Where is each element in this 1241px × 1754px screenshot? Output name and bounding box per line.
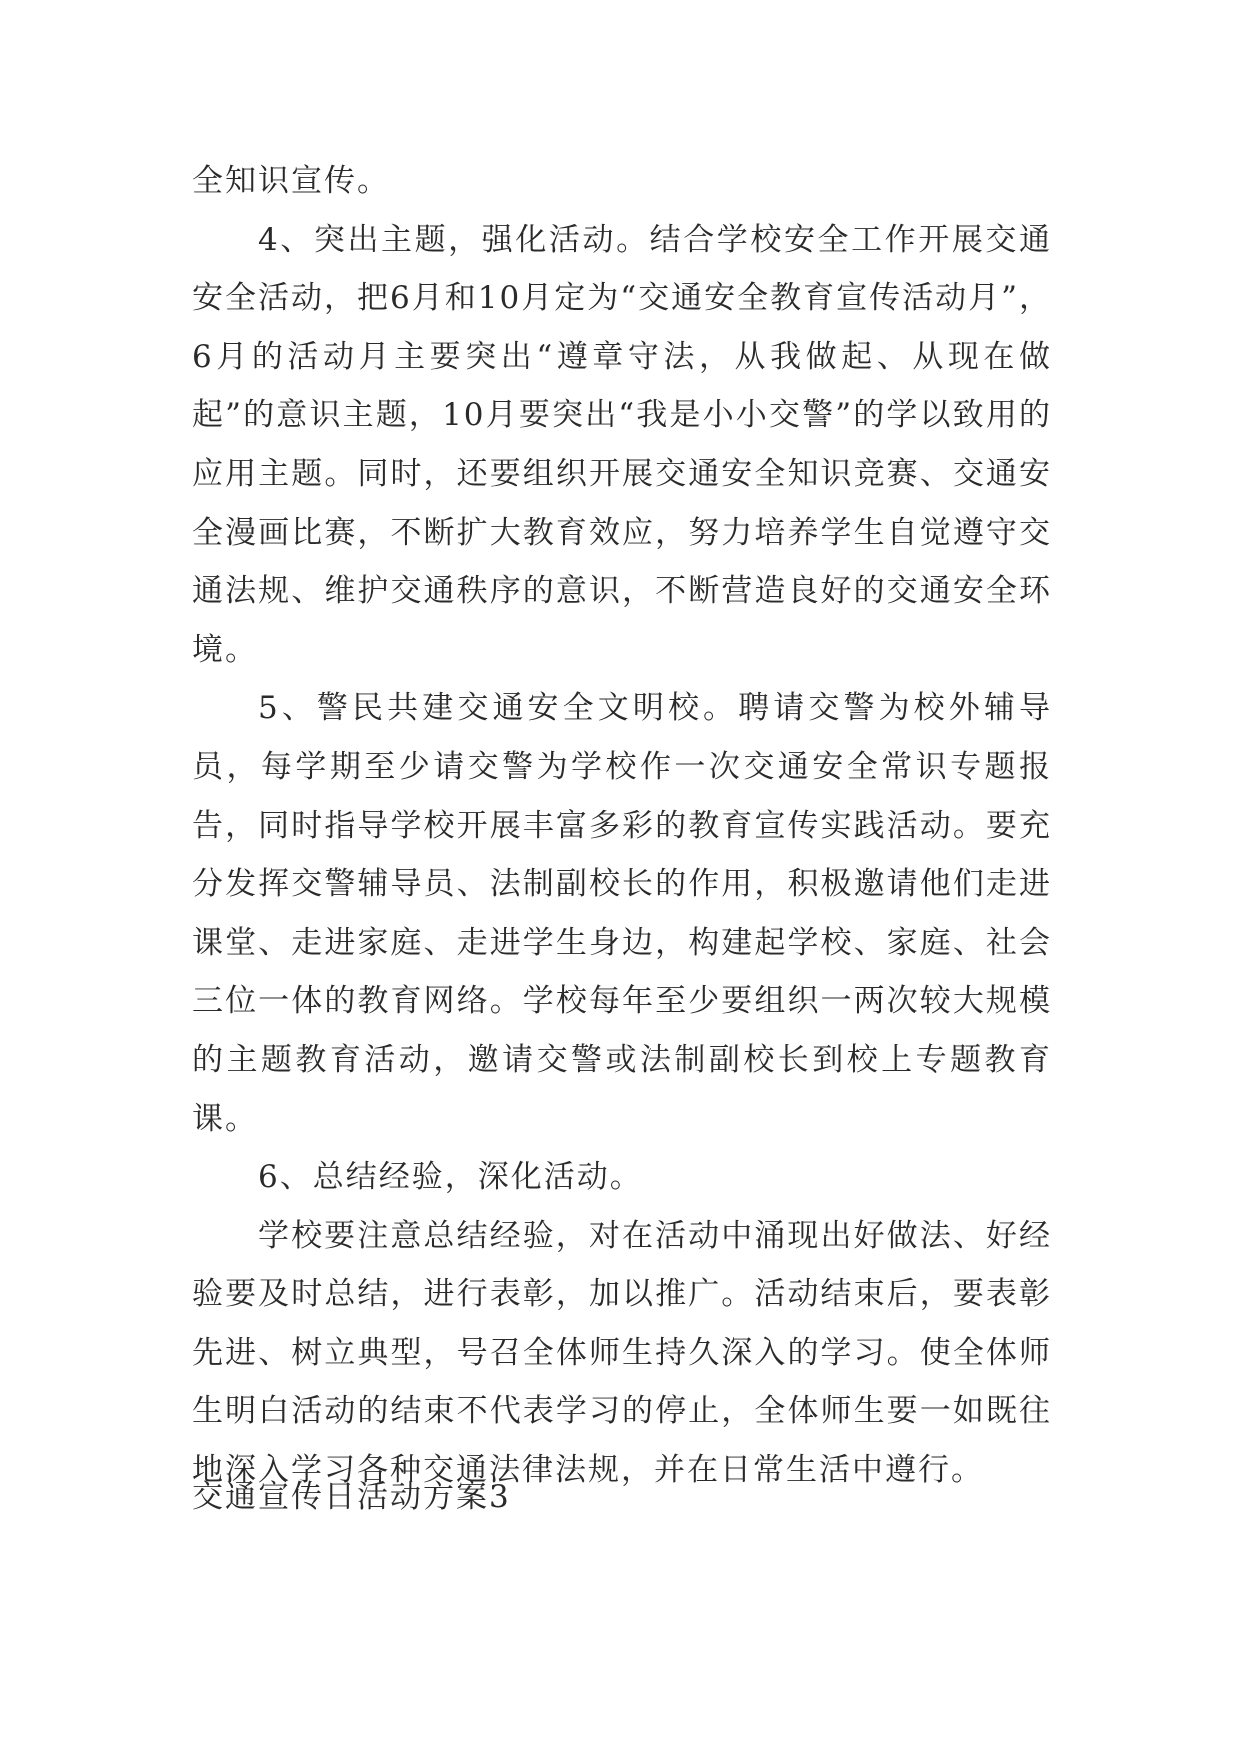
paragraph-item-6: 6、总结经验，深化活动。: [258, 1159, 643, 1196]
paragraph-summary: 学校要注意总结经验，对在活动中涌现出好做法、好经验要及时总结，进行表彰，加以推广。活动结束后，要表彰先进、树立典型，号召全体师生持久深入的学习。使全体师生明白活动的结束不代表学习的停止，全体师生要一如既往地深入学习各种交通法律法规，并在日常生活中遵行。: [192, 1217, 1052, 1489]
section-title: 交通宣传日活动方案3: [192, 1479, 511, 1515]
paragraph-continuation: 全知识宣传。: [192, 163, 390, 199]
paragraph-item-5: 5、警民共建交通安全文明校。聘请交警为校外辅导员，每学期至少请交警为学校作一次交通安全常识专题报告，同时指导学校开展丰富多彩的教育宣传实践活动。要充分发挥交警辅导员、法制副校长的作用，积极邀请他们走进课堂、走进家庭、走进学生身边，构建起学校、家庭、社会三位一体的教育网络。学校每年至少要组织一两次较大规模的主题教育活动，邀请交警或法制副校长到校上专题教育课。: [192, 690, 1052, 1137]
paragraph-item-4: 4、突出主题，强化活动。结合学校安全工作开展交通安全活动，把6月和10月定为“交通安全教育宣传活动月”，6月的活动月主要突出“遵章守法，从我做起、从现在做起”的意识主题，10月要突出“我是小小交警”的学以致用的应用主题。同时，还要组织开展交通安全知识竞赛、交通安全漫画比赛，不断扩大教育效应，努力培养学生自觉遵守交通法规、维护交通秩序的意识，不断营造良好的交通安全环境。: [192, 221, 1052, 668]
document-body: [192, 152, 1052, 1500]
